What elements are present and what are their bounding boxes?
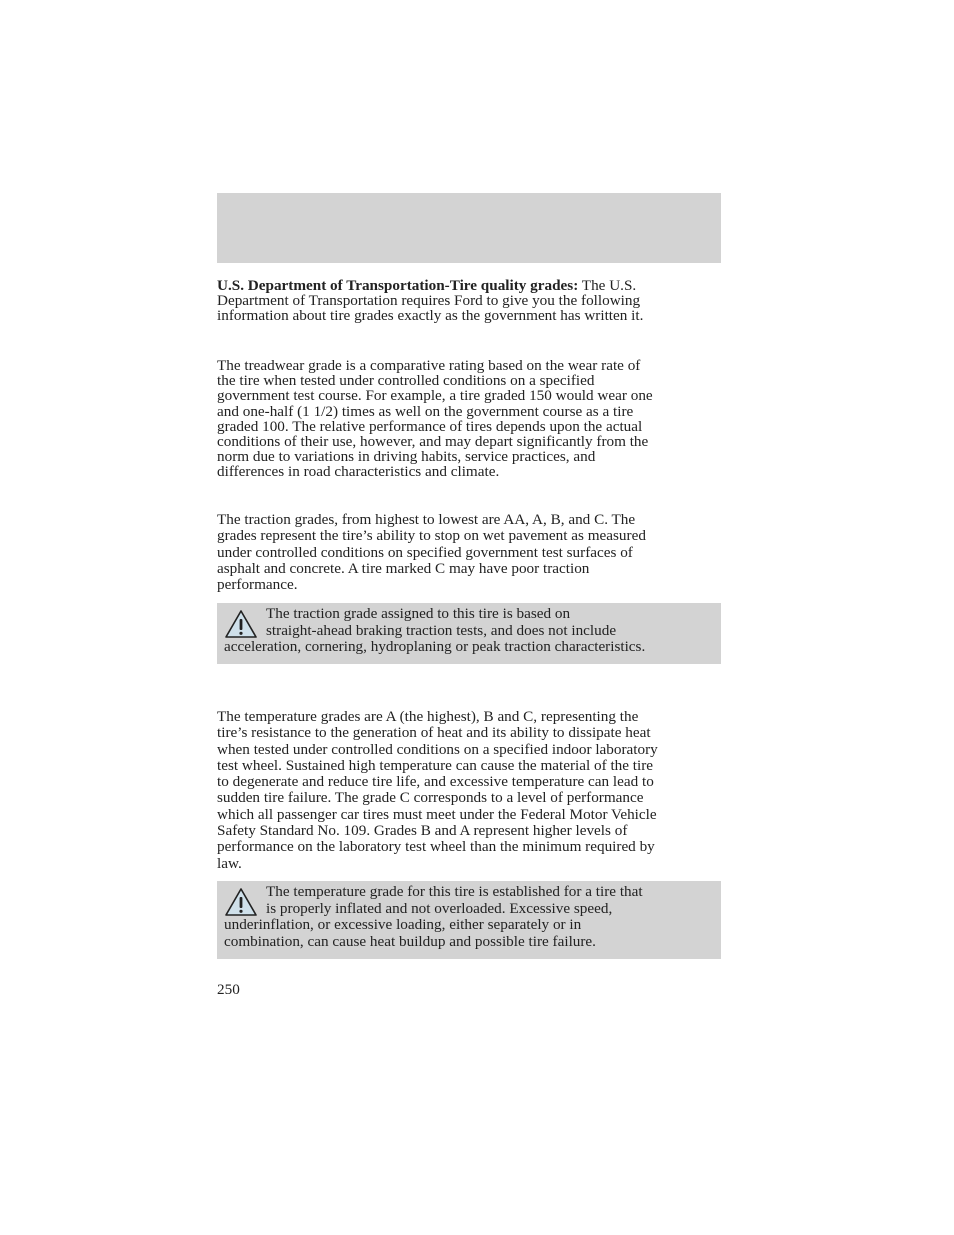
traction-warning-box (217, 603, 721, 664)
intro-lead-heading: U.S. Department of Transportation-Tire quality grades: (217, 277, 579, 294)
page-number: 250 (217, 981, 240, 998)
warning-triangle-icon (224, 887, 258, 917)
temperature-warning-text: The temperature grade for this tire is established for a tire that is properly inflated and not overloaded. Excessive speed, underinflation, or excessive loading, either separately or in combination, can cause heat buildup and possible tire failure. (224, 883, 643, 950)
temperature-paragraph: The temperature grades are A (the highest), B and C, representing the tire’s resistance to the generation of heat and its ability to dissipate heat when tested under controlled conditions on a specified indoor laboratory test wheel. Sustained high temperature can cause the material of the tire to degenerate and reduce tire life, and excessive temperature can lead to sudden tire failure. The grade C corresponds to a level of performance which all passenger car tires must meet under the Federal Motor Vehicle Safety Standard No. 109. Grades B and A represent higher levels of performance on the laboratory test wheel than the minimum required by law. (217, 708, 658, 872)
tire-quality-intro (217, 278, 721, 324)
temperature-warning-box (217, 881, 721, 959)
warning-triangle-icon (224, 609, 258, 639)
traction-paragraph: The traction grades, from highest to lowest are AA, A, B, and C. The grades represent the tire’s ability to stop on wet pavement as measured under controlled conditions on specified government test surfaces of asphalt and concrete. A tire marked C may have poor traction performance. (217, 511, 646, 594)
intro-body: The U.S. Department of Transportation requires Ford to give you the following information about tire grades exactly as the government has written it. (217, 277, 644, 325)
traction-warning-text: The traction grade assigned to this tire is based on straight-ahead braking traction tests, and does not include acceleration, cornering, hydroplaning or peak traction characteristics. (224, 605, 646, 655)
header-band (217, 193, 721, 263)
treadwear-paragraph: The treadwear grade is a comparative rating based on the wear rate of the tire when tested under controlled conditions on a specified government test course. For example, a tire graded 150 would wear one and one-half (1 1/2) times as well on the government course as a tire graded 100. The relative performance of tires depends upon the actual conditions of their use, however, and may depart significantly from the norm due to variations in driving habits, service practices, and differences in road characteristics and climate. (217, 357, 653, 481)
